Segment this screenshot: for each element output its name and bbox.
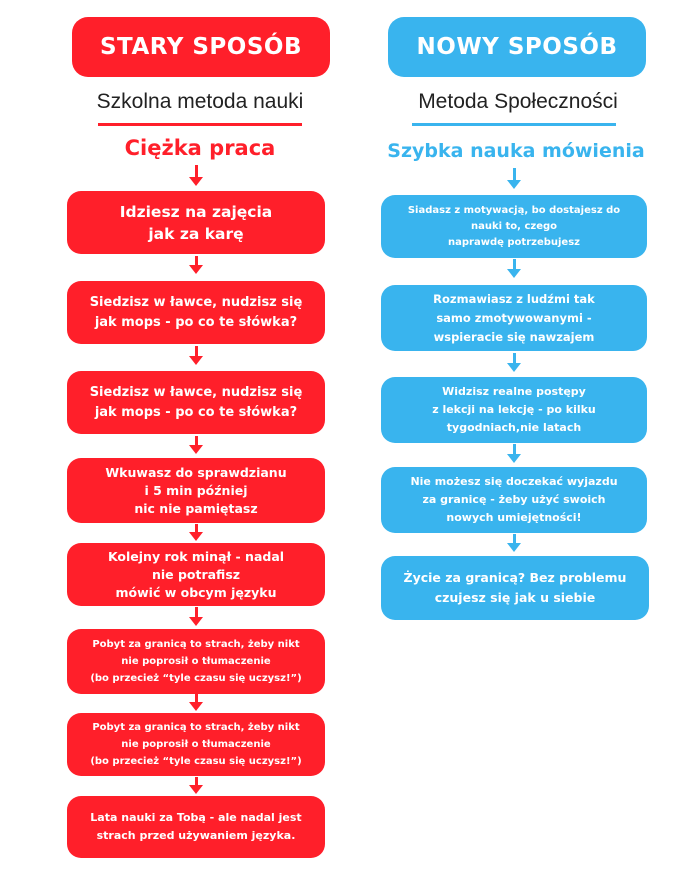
new-step-4: Nie możesz się doczekać wyjazdu za granicę - żeby użyć swoich nowych umiejętności! — [381, 467, 647, 533]
new-step-2: Rozmawiasz z ludźmi tak samo zmotywowanymi - wspieracie się nawzajem — [381, 285, 647, 351]
old-method-subtitle: Szkolna metoda nauki — [96, 90, 304, 113]
old-step-1: Idziesz na zajęcia jak za karę — [67, 191, 325, 254]
old-step-5: Kolejny rok minął - nadal nie potrafisz mówić w obcym języku — [67, 543, 325, 606]
old-step-4: Wkuwasz do sprawdzianu i 5 min później nic nie pamiętasz — [67, 458, 325, 523]
new-step-5: Życie za granicą? Bez problemu czujesz się jak u siebie — [381, 556, 649, 620]
new-step-3: Widzisz realne postępy z lekcji na lekcję - po kilku tygodniach,nie latach — [381, 377, 647, 443]
old-step-8: Lata nauki za Tobą - ale nadal jest strach przed używaniem języka. — [67, 796, 325, 858]
new-method-title: NOWY SPOSÓB — [388, 17, 646, 77]
old-step-6: Pobyt za granicą to strach, żeby nikt nie poprosił o tłumaczenie (bo przecież “tyle czasu się uczysz!”) — [67, 629, 325, 694]
old-heading: Ciężka praca — [124, 136, 276, 160]
new-step-1: Siadasz z motywacją, bo dostajesz do nauki to, czego naprawdę potrzebujesz — [381, 195, 647, 258]
new-divider — [412, 123, 616, 126]
old-step-3: Siedzisz w ławce, nudzisz się jak mops - po co te słówka? — [67, 371, 325, 434]
old-divider — [98, 123, 302, 126]
new-heading: Szybka nauka mówienia — [387, 140, 645, 162]
old-step-7: Pobyt za granicą to strach, żeby nikt nie poprosił o tłumaczenie (bo przecież “tyle czasu się uczysz!”) — [67, 713, 325, 776]
old-step-2: Siedzisz w ławce, nudzisz się jak mops - po co te słówka? — [67, 281, 325, 344]
old-method-title: STARY SPOSÓB — [72, 17, 330, 77]
new-method-subtitle: Metoda Społeczności — [418, 90, 618, 113]
